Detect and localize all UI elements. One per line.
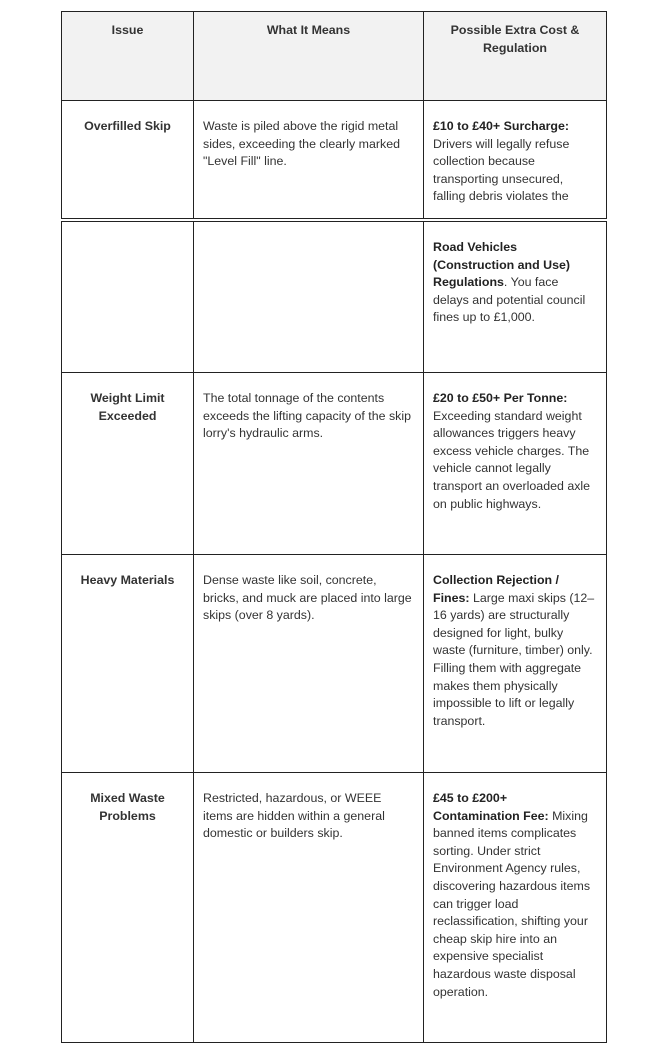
meaning-cell: Waste is piled above the rigid metal sides, exceeding the clearly marked "Level Fill" line.: [194, 101, 424, 219]
cost-cell: [424, 373, 607, 555]
issue-cell: Heavy Materials: [62, 555, 194, 773]
header-extra-cost: Possible Extra Cost & Regulation: [424, 12, 607, 101]
header-issue: Issue: [62, 12, 194, 101]
issue-cell: Overfilled Skip: [62, 101, 194, 219]
cost-cell: [424, 101, 607, 219]
cost-detail: Mixing banned items complicates sorting. Under strict Environment Agency rules, discovering hazardous items can trigger load reclassification, shifting your cheap skip hire into an expensive specialist hazardous waste disposal operation.: [433, 808, 591, 999]
cost-detail: Exceeding standard weight allowances triggers heavy excess vehicle charges. The vehicle cannot legally transport an overloaded axle on public highways.: [433, 408, 591, 511]
table-row: [62, 773, 607, 1043]
issue-cell: [62, 222, 194, 373]
cost-cell: [424, 222, 607, 373]
cost-detail: . You face delays and potential council fines up to £1,000.: [433, 275, 586, 325]
meaning-cell: The total tonnage of the contents exceeds the lifting capacity of the skip lorry's hydraulic arms.: [194, 373, 424, 555]
cost-highlight: Collection Rejection / Fines:: [433, 573, 559, 605]
cost-detail: Drivers will legally refuse collection because transporting unsecured, falling debris violates the: [433, 136, 570, 204]
meaning-cell: [194, 222, 424, 373]
meaning-cell: Dense waste like soil, concrete, bricks, and muck are placed into large skips (over 8 yards).: [194, 555, 424, 773]
table-header-row: [62, 12, 607, 101]
table-row: [62, 555, 607, 773]
cost-cell: [424, 773, 607, 1043]
header-what-it-means: What It Means: [194, 12, 424, 101]
cost-highlight: £20 to £50+ Per Tonne:: [433, 391, 568, 405]
cost-highlight: £45 to £200+ Contamination Fee:: [433, 791, 549, 823]
table-row: [62, 222, 607, 373]
issue-cell: Weight Limit Exceeded: [62, 373, 194, 555]
issue-cell: Mixed Waste Problems: [62, 773, 194, 1043]
table-row: [62, 373, 607, 555]
cost-detail: Large maxi skips (12–16 yards) are structurally designed for light, bulky waste (furniture, timber) only. Filling them with aggregate makes them physically impossible to lift or legally transport.: [433, 590, 595, 728]
table-row: [62, 101, 607, 219]
cost-cell: [424, 555, 607, 773]
skip-issues-table: [61, 11, 607, 1043]
cost-highlight: £10 to £40+ Surcharge:: [433, 119, 570, 133]
cost-highlight: Road Vehicles (Construction and Use) Regulations: [433, 240, 570, 290]
meaning-cell: Restricted, hazardous, or WEEE items are hidden within a general domestic or builders skip.: [194, 773, 424, 1043]
